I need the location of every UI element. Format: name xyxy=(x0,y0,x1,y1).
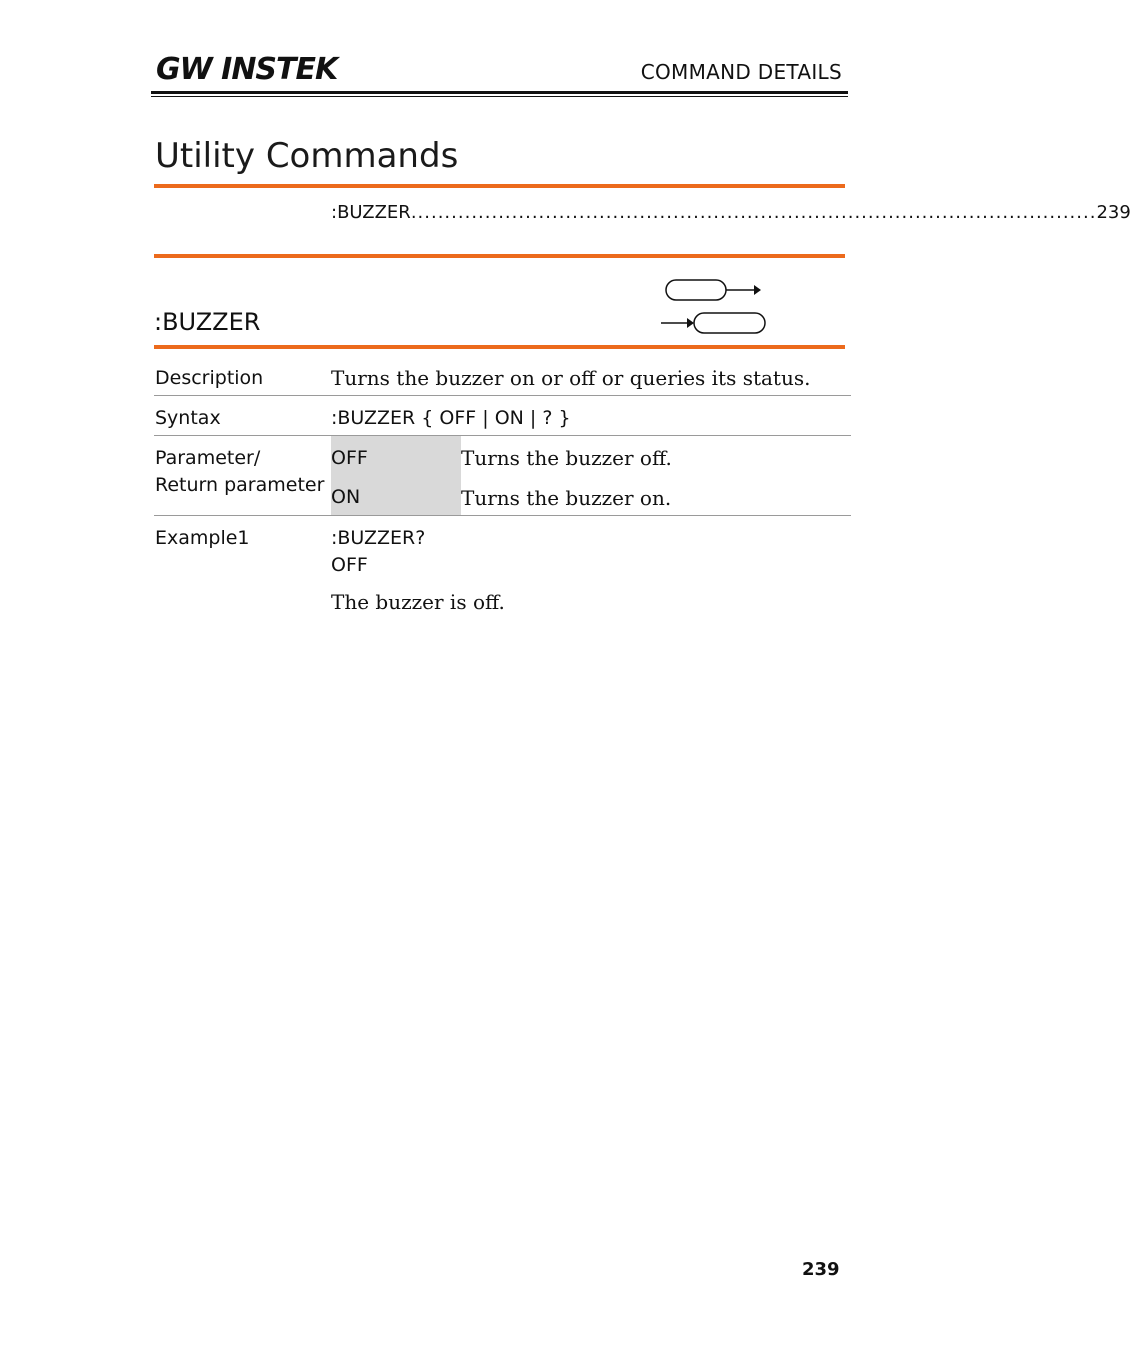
section-header: COMMAND DETAILS xyxy=(640,60,842,84)
parameter-description: Turns the buzzer off. xyxy=(461,446,672,470)
return-parameter-label: Return parameter xyxy=(155,474,325,496)
row-divider xyxy=(154,515,851,516)
page-number: 239 xyxy=(802,1259,840,1280)
set-icon xyxy=(666,280,761,300)
toc-entry-buzzer[interactable] xyxy=(331,202,1131,223)
query-icon xyxy=(661,313,765,333)
row-divider xyxy=(154,435,851,436)
logo-text: GW INSTEK xyxy=(156,52,338,87)
parameter-label: Parameter/ xyxy=(155,447,261,469)
syntax-label: Syntax xyxy=(155,407,221,429)
example-label: Example1 xyxy=(155,527,250,549)
parameter-value: ON xyxy=(331,486,361,508)
command-title: :BUZZER xyxy=(154,308,261,336)
set-query-icon xyxy=(660,277,770,337)
gw-instek-logo xyxy=(156,52,338,87)
example-command: :BUZZER? xyxy=(331,527,426,549)
example-response: OFF xyxy=(331,554,368,576)
title-rule-bottom xyxy=(154,254,845,258)
command-rule xyxy=(154,345,845,349)
example-note: The buzzer is off. xyxy=(331,590,505,614)
title-rule-top xyxy=(154,184,845,188)
header-rule-thick xyxy=(151,91,848,94)
page-title: Utility Commands xyxy=(155,136,459,176)
toc-entry-command: :BUZZER xyxy=(331,202,411,223)
toc-entry-page: 239 xyxy=(1096,202,1131,223)
parameter-value: OFF xyxy=(331,447,368,469)
toc-entry-leader: ...................................................................................................... xyxy=(410,202,1097,223)
header-rule-thin xyxy=(151,96,848,97)
row-divider xyxy=(154,395,851,396)
syntax-text: :BUZZER { OFF | ON | ? } xyxy=(331,407,571,429)
description-label: Description xyxy=(155,367,264,389)
parameter-description: Turns the buzzer on. xyxy=(461,486,672,510)
description-text: Turns the buzzer on or off or queries its status. xyxy=(331,366,811,390)
